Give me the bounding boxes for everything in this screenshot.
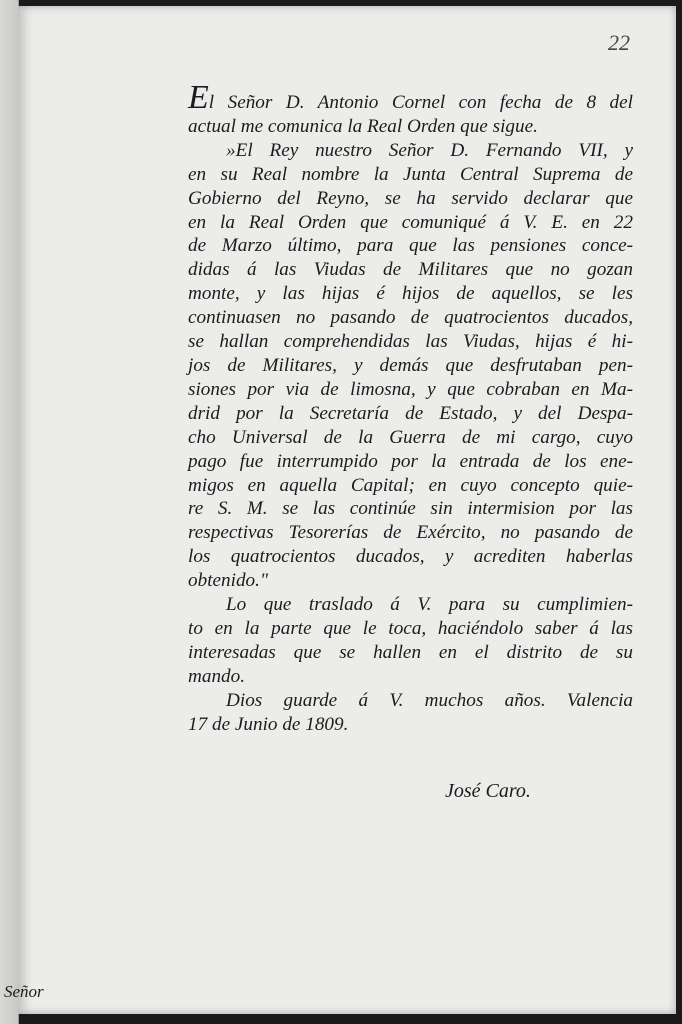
signature: José Caro. xyxy=(445,780,531,802)
text-line: Gobierno del Reyno, se ha servido declarar que xyxy=(188,187,633,209)
text-line: se hallan comprehendidas las Viudas, hijas é hi- xyxy=(188,331,633,353)
letter-body xyxy=(188,79,633,736)
text-line: drid por la Secretaría de Estado, y del Despa- xyxy=(188,402,633,424)
text-line: Lo que traslado á V. para su cumplimien- xyxy=(226,594,633,616)
text-line: re S. M. se las continúe sin intermision por las xyxy=(188,498,633,520)
volume-spine-edge xyxy=(0,0,19,1024)
document-page xyxy=(18,6,676,1014)
text-line: actual me comunica la Real Orden que sigue. xyxy=(188,115,538,137)
text-line: jos de Militares, y demás que desfrutaban pen- xyxy=(188,354,633,376)
text-line: migos en aquella Capital; en cuyo concepto quie- xyxy=(188,474,633,496)
text-line: pago fue interrumpido por la entrada de los ene- xyxy=(188,450,633,472)
catchword: Señor xyxy=(4,982,44,1001)
drop-cap: E xyxy=(188,79,209,116)
text-line: didas á las Viudas de Militares que no gozan xyxy=(188,259,633,281)
text-line: interesadas que se hallen en el distrito de su xyxy=(188,641,633,663)
text-line: los quatrocientos ducados, y acrediten haberlas xyxy=(188,546,633,568)
text-line xyxy=(188,79,633,116)
text-line: continuasen no pasando de quatrocientos ducados, xyxy=(188,307,633,329)
text-line: de Marzo último, para que las pensiones conce- xyxy=(188,235,633,257)
text-line: to en la parte que le toca, haciéndolo saber á las xyxy=(188,617,633,639)
text-line: siones por via de limosna, y que cobraban en Ma- xyxy=(188,378,633,400)
text-line: 17 de Junio de 1809. xyxy=(188,713,349,735)
page-number: 22 xyxy=(608,30,630,55)
text-line: »El Rey nuestro Señor D. Fernando VII, y xyxy=(226,139,633,161)
text-line: obtenido." xyxy=(188,570,269,592)
text-line: respectivas Tesorerías de Exército, no pasando de xyxy=(188,522,633,544)
text-line: Dios guarde á V. muchos años. Valencia xyxy=(226,689,633,711)
text-line: en la Real Orden que comuniqué á V. E. en 22 xyxy=(188,211,633,233)
text-line: mando. xyxy=(188,665,246,687)
text-line-rest: l Señor D. Antonio Cornel con fecha de 8 del xyxy=(208,92,633,113)
text-line: cho Universal de la Guerra de mi cargo, cuyo xyxy=(188,426,633,448)
text-line: monte, y las hijas é hijos de aquellos, se les xyxy=(188,283,633,305)
text-line: en su Real nombre la Junta Central Suprema de xyxy=(188,163,633,185)
